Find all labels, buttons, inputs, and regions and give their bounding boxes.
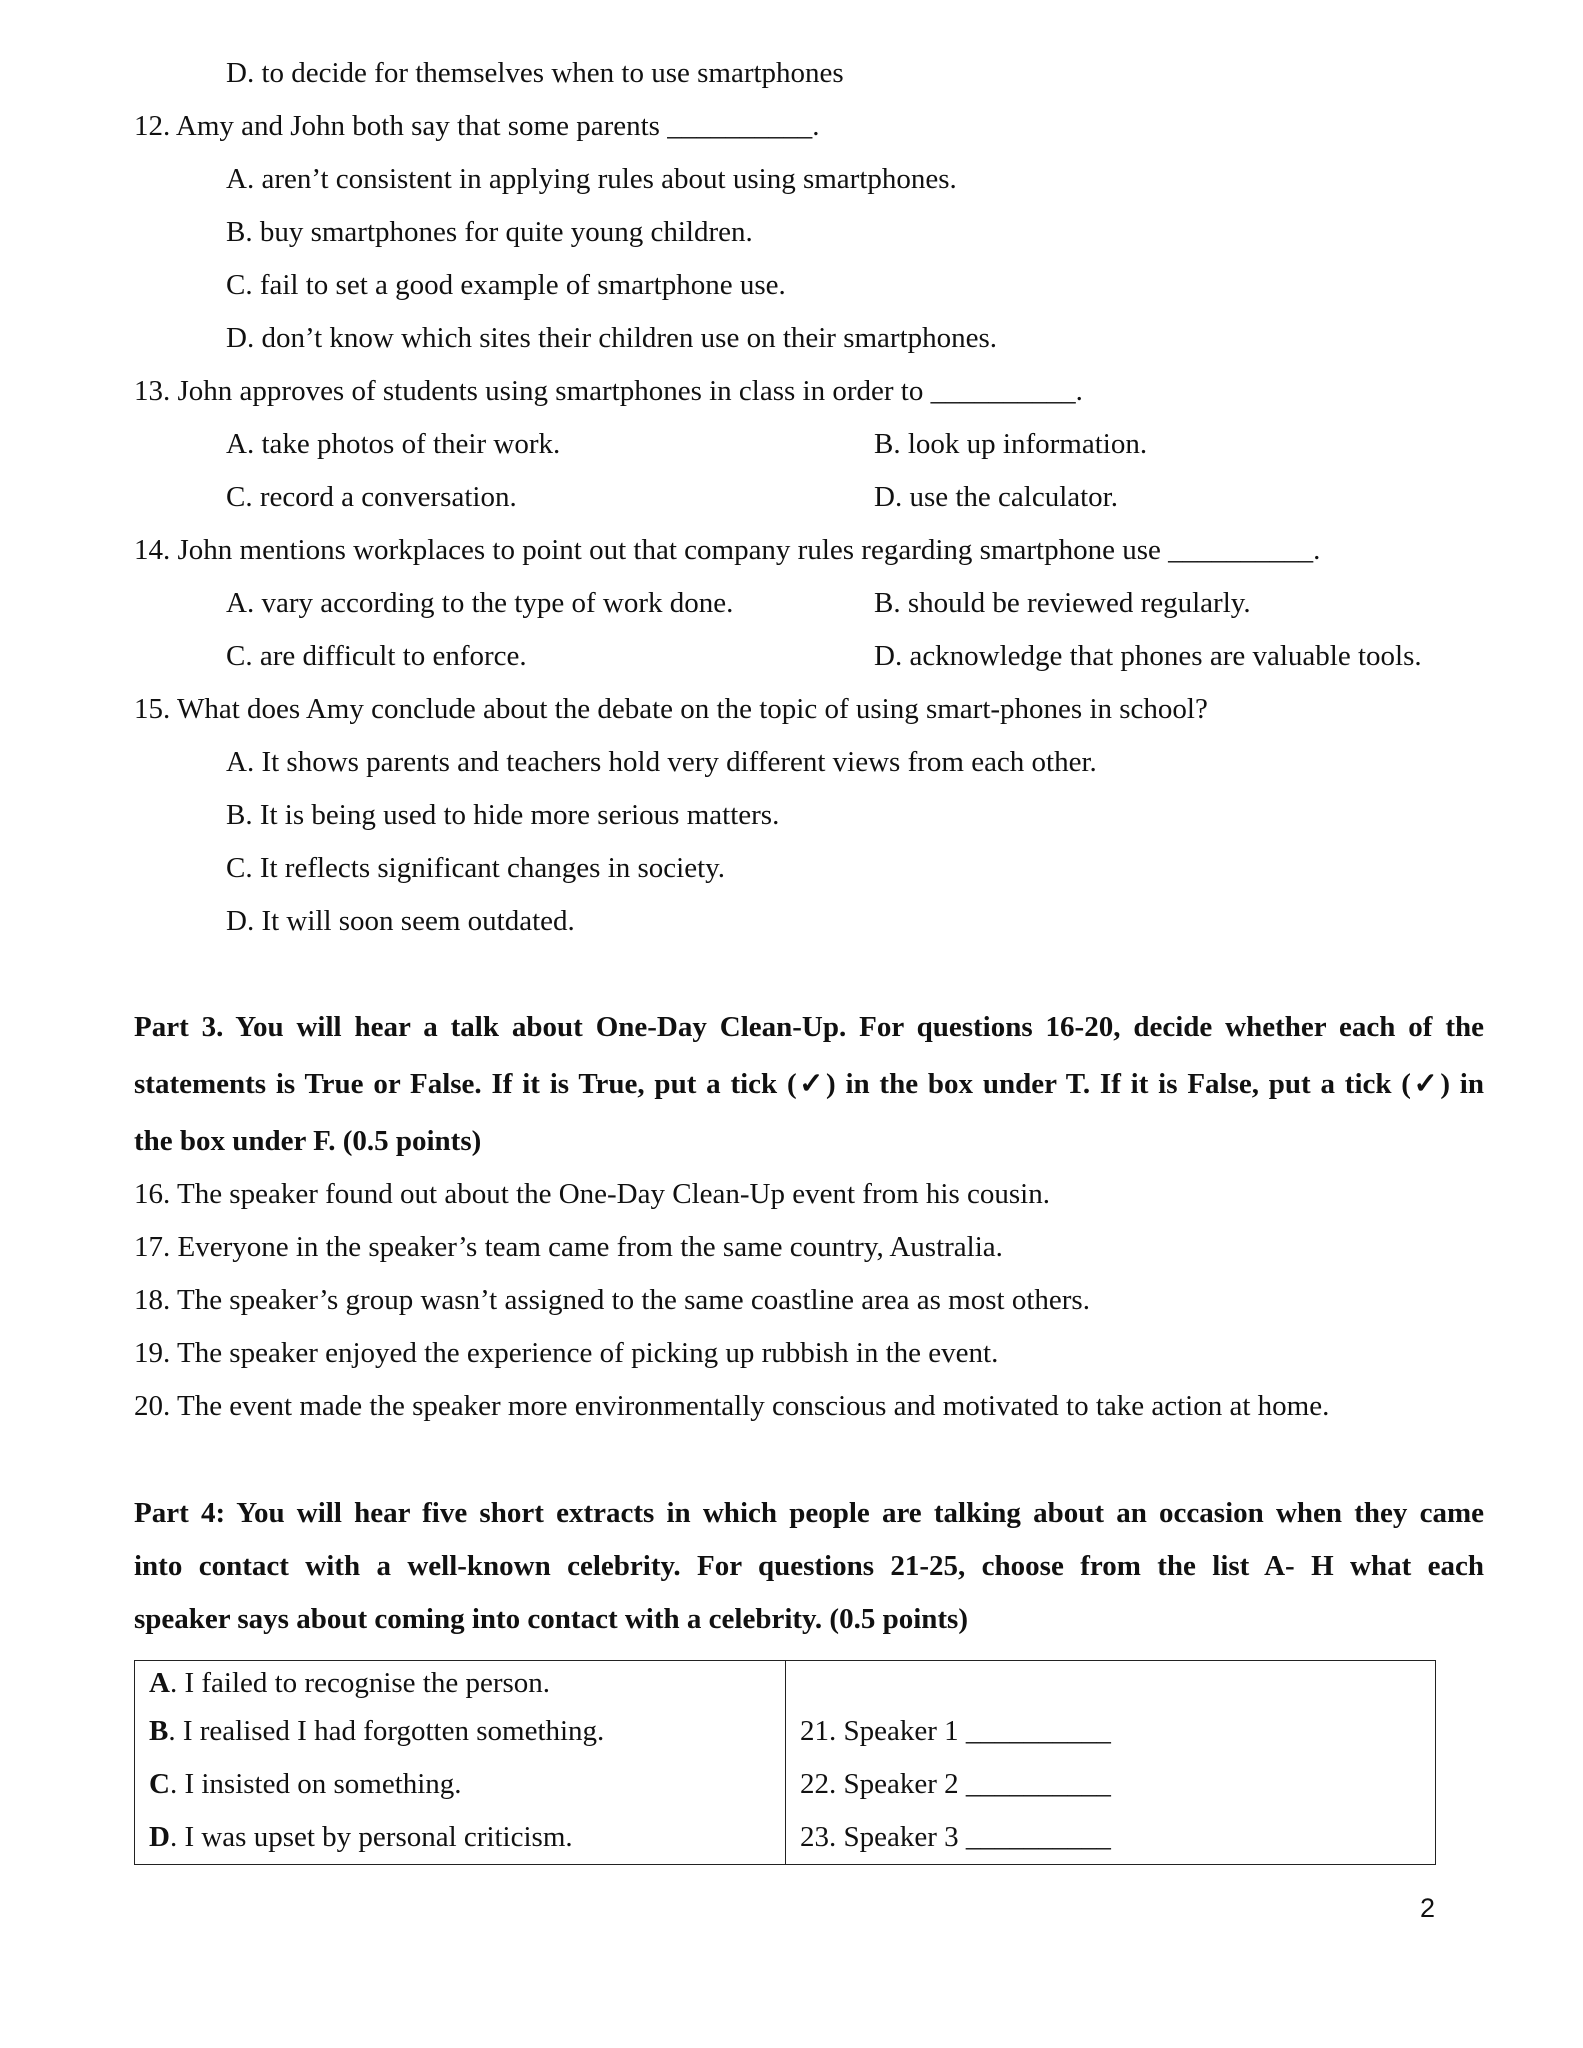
speakers-column [786,1661,1436,1865]
q13-option-a: A. take photos of their work. [226,428,561,460]
part4-heading-line3: speaker says about coming into contact with a celebrity. (0.5 points) [134,1603,969,1635]
q13-option-b: B. look up information. [874,428,1148,460]
option-a-letter: A [149,1667,170,1699]
statement-17: 17. Everyone in the speaker’s team came from the same country, Australia. [134,1231,1003,1263]
q15-stem: 15. What does Amy conclude about the debate on the topic of using smart-phones in school? [134,693,1208,725]
q12-option-b: B. buy smartphones for quite young children. [226,216,753,248]
q15-option-a: A. It shows parents and teachers hold very different views from each other. [226,746,1097,778]
q15-option-b: B. It is being used to hide more serious matters. [226,799,780,831]
speaker-1-answer[interactable]: 21. Speaker 1 __________ [800,1715,1111,1747]
q12-option-d: D. don’t know which sites their children use on their smartphones. [226,322,998,354]
statement-18: 18. The speaker’s group wasn’t assigned to the same coastline area as most others. [134,1284,1090,1316]
option-b [135,1705,785,1758]
part3-heading-line3: the box under F. (0.5 points) [134,1125,482,1157]
q14-stem: 14. John mentions workplaces to point out that company rules regarding smartphone use __________. [134,534,1321,566]
q15-option-c: C. It reflects significant changes in society. [226,852,726,884]
option-c-text: . I insisted on something. [169,1768,462,1800]
option-a [135,1661,785,1705]
matching-table [134,1660,1436,1865]
option-c [135,1758,785,1811]
option-b-text: . I realised I had forgotten something. [168,1715,605,1747]
q12-stem: 12. Amy and John both say that some parents __________. [134,110,820,142]
option-c-letter: C [149,1768,170,1800]
q14-option-d: D. acknowledge that phones are valuable tools. [874,640,1422,672]
q13-option-d: D. use the calculator. [874,481,1118,513]
statement-16: 16. The speaker found out about the One-Day Clean-Up event from his cousin. [134,1178,1050,1210]
q14-option-b: B. should be reviewed regularly. [874,587,1251,619]
page-number: 2 [1420,1893,1436,1923]
speakers-spacer [786,1661,1435,1705]
statement-20: 20. The event made the speaker more environmentally conscious and motivated to take action at home. [134,1390,1330,1422]
q15-option-d: D. It will soon seem outdated. [226,905,575,937]
option-d [135,1811,785,1864]
q14-option-c: C. are difficult to enforce. [226,640,527,672]
part4-heading-line1: Part 4: You will hear five short extracts in which people are talking about an occasion when they came [134,1497,1484,1529]
speaker-3-answer[interactable]: 23. Speaker 3 __________ [800,1821,1111,1853]
part3-heading-line1: Part 3. You will hear a talk about One-Day Clean-Up. For questions 16-20, decide whether each of the [134,1011,1484,1043]
part3-heading-line2: statements is True or False. If it is True, put a tick (✓) in the box under T. If it is False, put a tick (✓) in [134,1068,1484,1100]
q12-option-c: C. fail to set a good example of smartphone use. [226,269,786,301]
options-column [135,1661,786,1865]
statement-19: 19. The speaker enjoyed the experience of picking up rubbish in the event. [134,1337,999,1369]
q14-option-a: A. vary according to the type of work done. [226,587,734,619]
q13-stem: 13. John approves of students using smartphones in class in order to __________. [134,375,1083,407]
option-d-text: . I was upset by personal criticism. [169,1821,573,1853]
option-b-letter: B [149,1715,169,1747]
speaker-2-answer[interactable]: 22. Speaker 2 __________ [800,1768,1111,1800]
q13-option-c: C. record a conversation. [226,481,517,513]
q11-option-d: D. to decide for themselves when to use smartphones [226,57,844,89]
option-d-letter: D [149,1821,170,1853]
q12-option-a: A. aren’t consistent in applying rules about using smartphones. [226,163,957,195]
option-a-text: . I failed to recognise the person. [169,1667,551,1699]
part4-heading-line2: into contact with a well-known celebrity. For questions 21-25, choose from the list A- H what each [134,1550,1484,1582]
